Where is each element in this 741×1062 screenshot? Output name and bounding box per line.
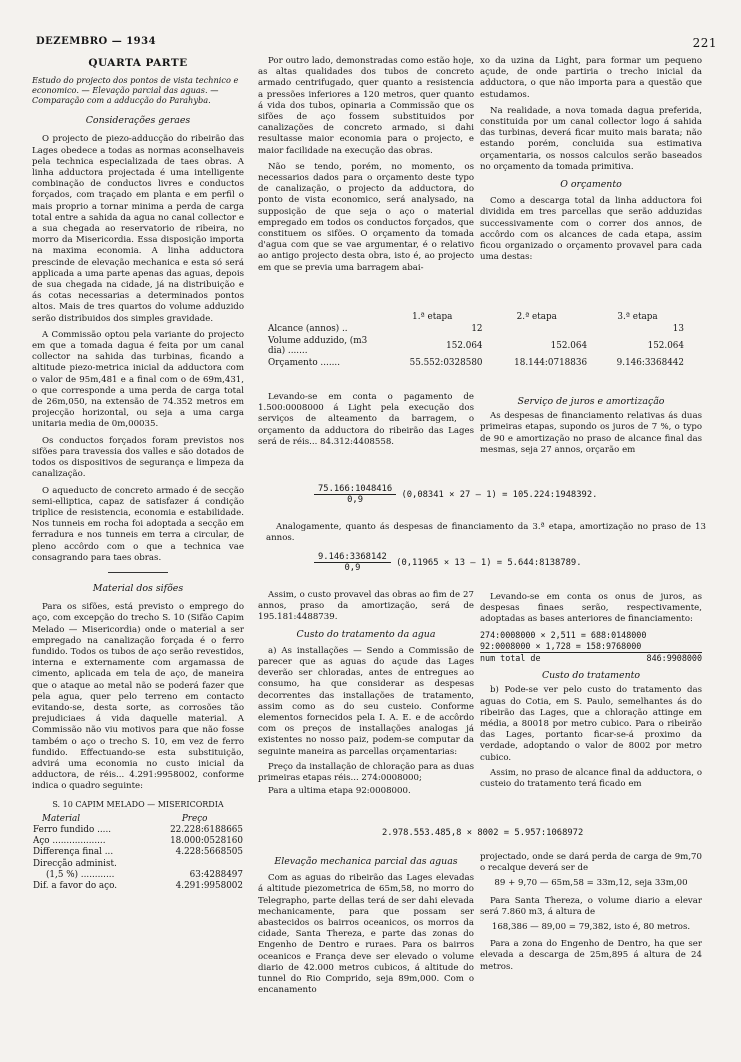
- paragraph: Assim, o custo provavel das obras ao fim de 27 annos, praso da amortização, será de 195.181:4488739.: [258, 590, 474, 623]
- table-cell: 63:4288497: [189, 869, 243, 880]
- paragraph: b) Pode-se ver pelo custo do tratamento das aguas do Cotia, em S. Paulo, semelhantes ás do ribeirão das Lages, que a chloração attinge em média, a 80018 por metro cubico. Para o ribeirão das Lages, portanto ficar-se-á proximo da verdade, adoptando o valor de 8002 por metro cubico.: [480, 685, 702, 763]
- fraction-denominator: 0,9: [344, 563, 361, 573]
- equation-rest: (0,11965 × 13 — 1) = 5.644:8138789.: [396, 558, 582, 568]
- table-header: 1.ª etapa: [412, 312, 453, 322]
- table-cell: 9.146:3368442: [616, 358, 684, 368]
- table-row: [266, 357, 686, 369]
- table-row: [266, 323, 686, 335]
- calc-line: 274:0008000 × 2,511 = 688:0148000: [480, 629, 647, 640]
- table-cell: 152.064: [550, 341, 588, 351]
- paragraph: projectado, onde se dará perda de carga de 9m,70 o recalque deverá ser de: [480, 852, 702, 874]
- paragraph: Para a ultima etapa 92:0008000.: [268, 786, 411, 797]
- paragraph: Levando-se em conta os onus de juros, as despesas finaes serão, respectivamente, adoptadas as bases anteriores de financiamento:: [480, 592, 702, 625]
- equation-1: [314, 484, 597, 505]
- table-cell: Ferro fundido .....: [33, 824, 112, 835]
- column-2-lower: [258, 590, 474, 797]
- fraction-numerator: 9.146:3368142: [314, 552, 391, 563]
- lower-right-block: [480, 392, 702, 456]
- table-cell: Alcance (annos) ..: [268, 324, 348, 334]
- table-row: [32, 859, 244, 870]
- fraction-numerator: 75.166:1048416: [314, 484, 396, 495]
- column-2: [258, 56, 474, 279]
- table-cell: Volume adduzido, (m3 dia) .......: [268, 336, 368, 356]
- paragraph: a) As installações — Sendo a Commissão de parecer que as aguas do açude das Lages deverão ser chloradas, antes de entregues ao consumo, ha que considerar as despesas decorrentes das installações de tratamento, assim como as do seu custeio. Conforme elementos fornecidos pela I. A. E. e de accôrdo com os preços de installações analogas já existentes no nosso paiz, podem-se computar da seguinte maneira as parcellas orçamentarias:: [258, 645, 474, 757]
- table-cell: 4.291:9958002: [175, 881, 243, 891]
- table-cell: Orçamento .......: [268, 358, 341, 368]
- column-3-lower: [480, 592, 702, 790]
- section-title: QUARTA PARTE: [88, 57, 188, 69]
- paragraph: Por outro lado, demonstradas como estão hoje, as altas qualidades dos tubos de concreto armado centrifugado, quer quanto a resistencia a pressões inferiores a 120 metros, quer quanto á vida dos tubos, opinaria a Commissão que os sifões de aço fossem substituidos por canalizações de concreto armado, si dahi resultasse maior economia para o projecto, e maior facilidade na execução das obras.: [258, 56, 474, 156]
- paragraph: Para os sifões, está previsto o emprego do aço, com excepção do trecho S. 10 (Sifão Capim Melado — Misericordia) onde o material a ser empregado na canalização forçada é o ferro fundido. Todos os tubos de aço serão revestidos, interna e externamente com argamassa de cimento, aplicada em tela de aço, de maneira que o ataque ao metal não se poderá fazer que pela agua, quer pelo terreno em contacto evitando-se, desta sorte, as corrosões tão prejudiciaes á vida daquelle material. A Commissão não viu motivos para que não fosse também o aço o trecho S. 10, em vez de ferro fundido. Effectuando-se esta substituição, advirá uma economia no custo inicial da adductora, de réis... 4.291:9958002, conforme indica o quadro seguinte:: [32, 602, 244, 792]
- equation-4: 89 + 9,70 — 65m,58 = 33m,12, seja 33m,00: [494, 878, 688, 889]
- stages-table: [266, 311, 686, 369]
- paragraph: xo da uzina da Light, para formar um pequeno açude, de onde partiria o trecho inicial da adductora, o que não importa para a questão que estudamos.: [480, 56, 702, 100]
- subsection-heading: Serviço de juros e amortização: [517, 396, 665, 407]
- fraction: [314, 484, 396, 505]
- table-title: S. 10 CAPIM MELADO — MISERICORDIA: [52, 799, 224, 809]
- table-header: 2.ª etapa: [516, 312, 557, 322]
- divider: [108, 572, 168, 573]
- table-cell: 152.064: [446, 341, 483, 351]
- paragraph: Levando-se em conta o pagamento de 1.500:0008000 á Light pela execução dos serviços de alteamento da barragem, o orçamento da adductora do ribeirão das Lages será de réis... 84.312:4408558.: [258, 392, 474, 447]
- column-3: [480, 56, 702, 268]
- paragraph: Para Santa Thereza, o volume diario a elevar será 7.860 m3, á altura de: [480, 895, 702, 917]
- column-3-bottom: [480, 852, 702, 973]
- paragraph: Para a zona do Engenho de Dentro, ha que ser elevada a descarga de 25m,895 á altura de 24 metros.: [480, 939, 702, 972]
- fraction: [314, 552, 391, 573]
- equation-2: [314, 552, 582, 573]
- paragraph-span: [266, 522, 706, 544]
- paragraph: Assim, no praso de alcance final da adductora, o custeio do tratamento terá ficado em: [480, 767, 702, 790]
- table-cell: 152.064: [647, 341, 684, 351]
- table-cell: 22.228:6188665: [170, 824, 243, 835]
- table-row: [266, 335, 686, 357]
- calc-total: 846:9908000: [646, 653, 702, 664]
- table-cell: 12: [471, 324, 483, 334]
- subsection-heading: Material dos sifões: [92, 582, 184, 594]
- paragraph: Na realidade, a nova tomada dagua preferida, constituida por um canal collector logo á sahida das turbinas, deverá ficar muito mais barata; não estando porém, concluida sua estimativa orçamentaria, os nossos calculos serão baseados no orçamento da tomada primitiva.: [480, 105, 702, 172]
- material-table: [32, 814, 244, 892]
- paragraph: As despesas de financiamento relativas ás duas primeiras etapas, supondo os juros de 7 %, o typo de 90 e amortização no praso de alcance final das mesmas, seja 27 annos, orçarão em: [480, 411, 702, 455]
- table-cell: 55.552:0328580: [409, 358, 483, 368]
- table-cell: 18.144:0718836: [514, 358, 588, 368]
- table-cell: Direcção administ.: [33, 858, 117, 869]
- table-cell: Dif. a favor do aço.: [33, 881, 118, 891]
- section-subhead: Estudo do projecto dos pontos de vista technico e economico. — Elevação parcial das aguas. — Comparação com a adducção do Parahyba.: [32, 75, 239, 106]
- table-header: 3.ª etapa: [617, 312, 658, 322]
- header-date: DEZEMBRO — 1934: [36, 36, 157, 47]
- table-header-price: Preço: [181, 813, 208, 824]
- table-cell: [485, 323, 590, 335]
- table-cell: [145, 859, 244, 870]
- calc-line: 92:0008000 × 1,728 = 158:9768000: [480, 641, 702, 653]
- paragraph: Com as aguas do ribeirão das Lages elevadas á altitude piezometrica de 65m,58, no morro do Telegrapho, parte dellas terá de ser dahi elevada mechanicamente, para que possam ser abastecidos os bairros oceanicos, os morros da cidade, Santa Thereza, e parte das zonas do Engenho de Dentro e ruraes. Para os bairros oceanicos e França deve ser elevado o volume diario de 42.000 metros cubicos, á altitude do tunnel do Rio Comprido, seja 89m,000. Com o encanamento: [258, 873, 474, 996]
- paragraph: Como a descarga total da linha adductora foi dividida em tres parcellas que serão adduzidas successivamente com o correr dos annos, de accôrdo com os alcances de cada etapa, assim ficou organizado o orçamento provavel para cada uma destas:: [480, 196, 702, 263]
- subsection-heading: Custo do tratamento: [541, 670, 641, 682]
- table-cell: 18.000:0528160: [170, 836, 243, 847]
- subsection-heading: O orçamento: [560, 179, 622, 191]
- table-cell: (1,5 %) ............: [46, 869, 115, 880]
- fraction-denominator: 0,9: [347, 495, 364, 505]
- column-2-bottom: [258, 852, 474, 996]
- subsection-heading: Custo do tratamento da agua: [296, 628, 436, 640]
- paragraph: Analogamente, quanto ás despesas de financiamento da 3.ª etapa, amortização no praso de 13 annos.: [266, 522, 706, 544]
- paragraph: Os conductos forçados foram previstos nos sifões para travessia dos valles e são dotados de todos os dispositivos de segurança e limpeza da canalização.: [32, 435, 244, 480]
- paragraph: A Commissão optou pela variante do projecto em que a tomada dagua é feita por um canal collector na sahida das turbinas, ficando a altitude piezo-metrica inicial da adductora com o valor de 95m,481 e a final com o de 69m,431, o que corresponde a uma perda de carga total de 26m,050, na extensão de 74.352 metros em projecção horizontal, ou seja a uma carga unitaria media de 0m,00035.: [32, 329, 244, 430]
- table-row: [32, 870, 244, 881]
- paragraph: O projecto de piezo-adducção do ribeirão das Lages obedece a todas as normas aconselhaveis pela technica especializada de taes obras. A linha adductora projectada é uma intelligente combinação de conductos livres e conductos forçados, com traçado em planta e em perfil o mais proprio a tornar minima a perda de carga total entre a sahida da agua no canal collector e a sua chegada ao reservatorio de ribeira, no morro da Misericordia. Essa disposição importa na maxima economia. A linha adductora prescinde de elevação mechanica e esta só será applicada a uma parte apenas das aguas, depois de sua chegada na cidade, já na distribuição e ás cotas necessarias a determinados pontos altos. Mais de tres quartos do volume adduzido serão distribuidos dos simples gravidade.: [32, 134, 244, 324]
- table-header-material: Material: [42, 813, 81, 824]
- paragraph: O aqueducto de concreto armado é de secção semi-elliptica, capaz de satisfazer á condição triplice de resistencia, economia e estabilidade. Nos tunneis em rocha foi adoptada a secção em ferradura e nos tunneis em terra a circular, de pleno accôrdo com o que a technica vae consagrando para taes obras.: [32, 485, 244, 563]
- table-cell: Differença final ...: [33, 847, 114, 858]
- equation-3: 2.978.553.485,8 × 8002 = 5.957:1068972: [382, 828, 584, 838]
- table-row: [32, 881, 244, 892]
- paragraph: Preço da installação de chloração para as duas primeiras etapas réis... 274:0008000;: [258, 761, 474, 784]
- table-row: [32, 825, 244, 836]
- table-row: [32, 847, 244, 858]
- subsection-heading: Considerações geraes: [85, 115, 191, 127]
- page-number: 221: [692, 36, 717, 50]
- table-cell: 13: [672, 324, 684, 334]
- equation-5: 168,386 — 89,00 = 79,382, isto é, 80 metros.: [491, 922, 691, 933]
- table-row: [32, 836, 244, 847]
- equation-rest: (0,08341 × 27 — 1) = 105.224:1948392.: [401, 490, 598, 500]
- table-cell: 4.228:5668505: [175, 847, 243, 858]
- subsection-heading: Elevação mechanica parcial das aguas: [274, 856, 458, 867]
- calc-total-label: num total de: [480, 653, 541, 664]
- paragraph: Não se tendo, porém, no momento, os necessarios dados para o orçamento deste typo de canalização, o projecto da adductora, do ponto de vista economico, será analysado, na supposição de que seja o aço o material empregado em todos os conductos forçados, que constituem os sifões. O orçamento da tomada d'agua com que se vae argumentar, é o relativo ao antigo projecto desta obra, isto é, ao projecto em que se previa uma barragem abai-: [258, 161, 474, 273]
- table-cell: Aço ...................: [33, 836, 106, 847]
- column-1: [32, 56, 244, 892]
- lower-left-block: [258, 392, 474, 472]
